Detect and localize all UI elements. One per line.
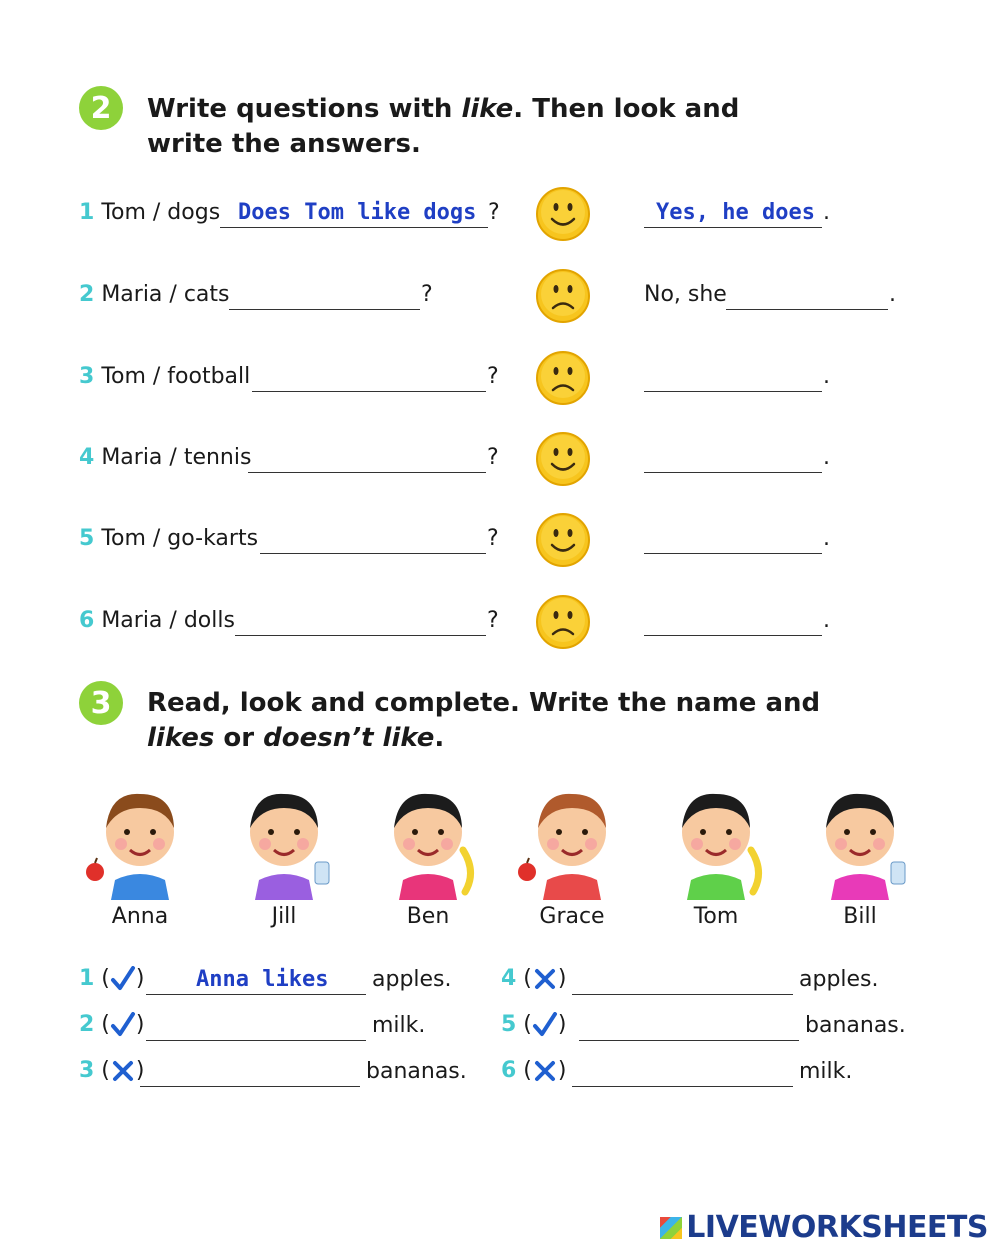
- period: .: [823, 445, 830, 470]
- question-prompt: [79, 608, 235, 633]
- child-name: Tom: [693, 904, 739, 929]
- child-name: Jill: [271, 904, 297, 929]
- question-mark: ?: [488, 200, 500, 225]
- reply-prefix: No, she: [644, 282, 727, 307]
- item-number: 3: [79, 1058, 95, 1083]
- sentence-item: 4 ( ): [501, 966, 567, 991]
- child-illustration: [517, 780, 627, 900]
- name-answer-blank[interactable]: [146, 1040, 366, 1041]
- period: .: [823, 608, 830, 633]
- item-number: 1: [79, 966, 95, 991]
- item-number: 6: [79, 608, 95, 633]
- prompt-text: Maria / tennis: [101, 445, 252, 470]
- question-answer-blank[interactable]: [229, 309, 420, 310]
- prompt-text: Tom / go-karts: [101, 526, 259, 551]
- item-number: 5: [501, 1012, 517, 1037]
- check-mark-icon: [110, 966, 136, 992]
- name-answer-blank[interactable]: [146, 994, 366, 995]
- brand-mark-icon: [660, 1217, 682, 1239]
- period: .: [823, 200, 830, 225]
- reply-answer-blank[interactable]: [644, 635, 822, 636]
- sad-face-icon: [535, 594, 591, 650]
- item-number: 6: [501, 1058, 517, 1083]
- item-number: 1: [79, 200, 95, 225]
- sad-face-icon: [535, 268, 591, 324]
- name-answer-blank[interactable]: [579, 1040, 799, 1041]
- question-prompt: [79, 364, 250, 389]
- item-number: 4: [79, 445, 95, 470]
- exercise-title: Read, look and complete. Write the name and likes or doesn’t like.: [147, 688, 821, 753]
- child-name: Grace: [539, 904, 605, 929]
- exercise-title: Write questions with like. Then look and write the answers.: [147, 94, 740, 159]
- prompt-text: Maria / dolls: [101, 608, 235, 633]
- reply-answer-blank[interactable]: [644, 391, 822, 392]
- child-illustration: [373, 780, 483, 900]
- item-number: 5: [79, 526, 95, 551]
- child-name: Anna: [111, 904, 169, 929]
- sentence-item: 1 ( ): [79, 966, 145, 991]
- item-number: 2: [79, 1012, 95, 1037]
- reply-answer-blank[interactable]: [644, 553, 822, 554]
- period: .: [823, 364, 830, 389]
- child-illustration: [85, 780, 195, 900]
- question-answer-blank[interactable]: [260, 553, 486, 554]
- object-text: apples.: [799, 967, 879, 992]
- prompt-text: Tom / dogs: [101, 200, 221, 225]
- question-answer-text[interactable]: Does Tom like dogs: [238, 200, 477, 225]
- happy-face-icon: [535, 186, 591, 242]
- reply-answer-text[interactable]: Yes, he does: [656, 200, 815, 225]
- item-number: 4: [501, 966, 517, 991]
- child-name: Bill: [843, 904, 877, 929]
- object-text: milk.: [372, 1013, 426, 1038]
- object-text: milk.: [799, 1059, 853, 1084]
- question-mark: ?: [487, 608, 499, 633]
- object-text: bananas.: [366, 1059, 467, 1084]
- reply-answer-blank[interactable]: [644, 227, 822, 228]
- question-answer-blank[interactable]: [235, 635, 486, 636]
- sentence-item: 2 ( ): [79, 1012, 145, 1037]
- cross-mark-icon: [532, 1058, 558, 1084]
- reply-answer-blank[interactable]: [644, 472, 822, 473]
- name-answer-blank[interactable]: [572, 1086, 793, 1087]
- child-illustration: [661, 780, 771, 900]
- check-mark-icon: [110, 1012, 136, 1038]
- item-number: 2: [79, 282, 95, 307]
- check-mark-icon: [532, 1012, 558, 1038]
- reply-answer-blank[interactable]: [726, 309, 888, 310]
- cross-mark-icon: [532, 966, 558, 992]
- question-answer-blank[interactable]: [252, 391, 486, 392]
- question-prompt: [79, 200, 220, 225]
- child-name: Ben: [406, 904, 450, 929]
- question-prompt: [79, 282, 229, 307]
- object-text: bananas.: [805, 1013, 906, 1038]
- happy-face-icon: [535, 512, 591, 568]
- prompt-text: Tom / football: [101, 364, 251, 389]
- exercise-number-badge: 3: [79, 681, 123, 725]
- question-mark: ?: [421, 282, 433, 307]
- exercise-number-badge: 2: [79, 86, 123, 130]
- question-mark: ?: [487, 526, 499, 551]
- question-prompt: [79, 445, 251, 470]
- sentence-item: 3 ( ): [79, 1058, 145, 1083]
- question-answer-blank[interactable]: [220, 227, 488, 228]
- object-text: apples.: [372, 967, 452, 992]
- child-illustration: [805, 780, 915, 900]
- happy-face-icon: [535, 431, 591, 487]
- cross-mark-icon: [110, 1058, 136, 1084]
- question-mark: ?: [487, 364, 499, 389]
- brand-logo: LIVEWORKSHEETS: [660, 1210, 988, 1245]
- sad-face-icon: [535, 350, 591, 406]
- child-illustration: [229, 780, 339, 900]
- sentence-item: 5 ( ): [501, 1012, 567, 1037]
- sentence-item: 6 ( ): [501, 1058, 567, 1083]
- item-number: 3: [79, 364, 95, 389]
- period: .: [889, 282, 896, 307]
- name-answer-text[interactable]: Anna likes: [196, 967, 329, 992]
- prompt-text: Maria / cats: [101, 282, 230, 307]
- question-mark: ?: [487, 445, 499, 470]
- name-answer-blank[interactable]: [140, 1086, 360, 1087]
- question-prompt: [79, 526, 258, 551]
- question-answer-blank[interactable]: [248, 472, 486, 473]
- name-answer-blank[interactable]: [572, 994, 793, 995]
- period: .: [823, 526, 830, 551]
